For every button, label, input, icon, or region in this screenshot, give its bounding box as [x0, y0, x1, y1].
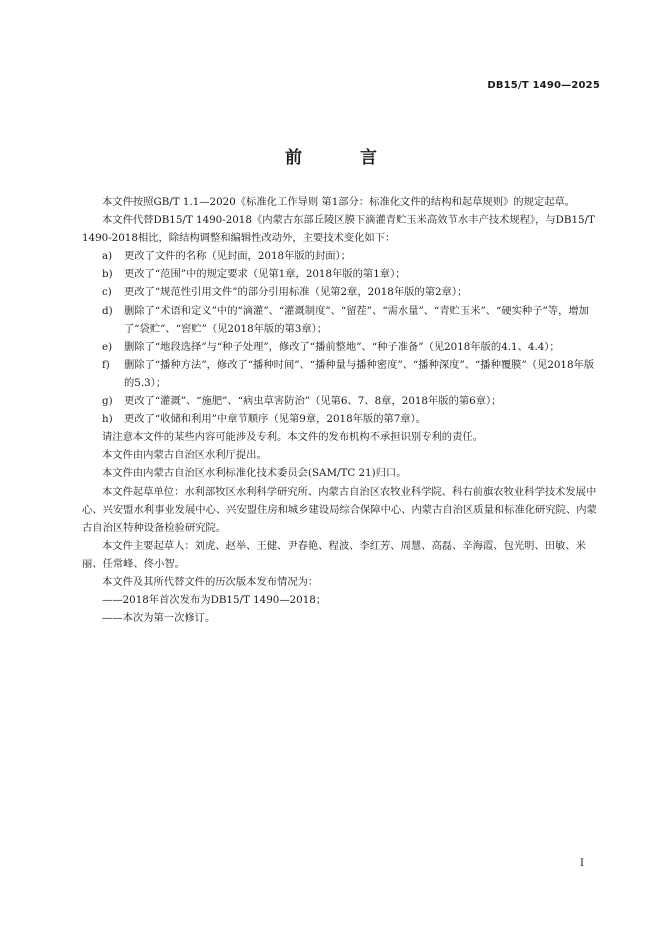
page-number: I — [580, 858, 584, 869]
list-text: 更改了“收储和利用”中章节顺序（见第9章，2018年版的第7章）。 — [124, 413, 427, 426]
list-item — [102, 356, 602, 392]
list-marker: g) — [102, 395, 113, 408]
list-text: 删除了“术语和定义”中的“滴灌”、“灌溉制度”、“留茬”、“需水量”、“青贮玉米”、“硬实种子”等，增加了“袋贮”、“窖贮”（见2018年版的第3章）； — [124, 304, 589, 335]
list-marker: c) — [102, 286, 112, 299]
list-marker: f) — [102, 358, 110, 371]
list-item — [102, 283, 602, 301]
list-text: 删除了“地段选择”与“种子处理”，修改了“播前整地”、“种子准备”（见2018年版的4.1、4.4）； — [124, 340, 560, 353]
list-item — [102, 302, 602, 338]
list-text: 更改了“灌溉”、“施肥”、“病虫草害防治”（见第6、7、8章，2018年版的第6章）； — [124, 395, 502, 408]
paragraph-proposer: 本文件由内蒙古自治区水利厅提出。 — [102, 449, 267, 462]
list-marker: d) — [102, 304, 113, 317]
paragraph-history-revision: ——本次为第一次修订。 — [102, 612, 216, 625]
paragraph-replacement: 本文件代替DB15/T 1490-2018《内蒙古东部丘陵区膜下滴灌青贮玉米高效节水丰产技术规程》，与DB15/T 1490-2018相比，除结构调整和编辑性改动外，主要技术变化如下： — [82, 214, 595, 245]
list-item — [102, 338, 602, 356]
standard-code: DB15/T 1490—2025 — [487, 80, 600, 91]
list-marker: b) — [102, 268, 113, 281]
paragraph-history-intro: 本文件及其所代替文件的历次版本发布情况为： — [102, 575, 319, 588]
list-item — [102, 247, 602, 265]
list-text: 更改了文件的名称（见封面，2018年版的封面）； — [124, 250, 351, 263]
list-item — [102, 265, 602, 283]
list-text: 删除了“播种方法”，修改了“播种时间”、“播种量与播种密度”、“播种深度”、“播种覆膜”（见2018年版的5.3）； — [124, 358, 595, 389]
list-marker: a) — [102, 250, 113, 263]
list-text: 更改了“范围”中的规定要求（见第1章，2018年版的第1章）； — [124, 268, 406, 281]
list-item — [102, 410, 602, 428]
page-title: 前 言 — [285, 148, 403, 168]
list-marker: e) — [102, 340, 113, 353]
paragraph-drafting-rule: 本文件按照GB/T 1.1—2020《标准化工作导则 第1部分：标准化文件的结构和起草规则》的规定起草。 — [102, 196, 576, 208]
list-marker: h) — [102, 413, 113, 426]
list-text: 更改了“规范性引用文件”的部分引用标准（见第2章，2018年版的第2章）； — [124, 286, 468, 299]
paragraph-history-2018: ——2018年首次发布为DB15/T 1490—2018； — [102, 594, 327, 607]
paragraph-drafting-units: 本文件起草单位：水利部牧区水利科学研究所、内蒙古自治区农牧业科学院、科右前旗农牧业科学技术发展中心、兴安盟水利事业发展中心、兴安盟住房和城乡建设局综合保障中心、内蒙古自治区质量和标准化研究院、内蒙古自治区特种设备检验研究院。 — [82, 485, 597, 534]
paragraph-patent-notice: 请注意本文件的某些内容可能涉及专利。本文件的发布机构不承担识别专利的责任。 — [102, 431, 483, 444]
paragraph-drafters: 本文件主要起草人：刘虎、赵举、王健、尹春艳、程波、李红芳、周慧、高磊、辛海霞、包光明、田敏、米丽、任常峰、佟小智。 — [82, 539, 586, 570]
list-item — [102, 392, 602, 410]
foreword-body — [82, 193, 602, 627]
paragraph-technical-committee: 本文件由内蒙古自治区水利标准化技术委员会(SAM/TC 21)归口。 — [102, 467, 407, 480]
